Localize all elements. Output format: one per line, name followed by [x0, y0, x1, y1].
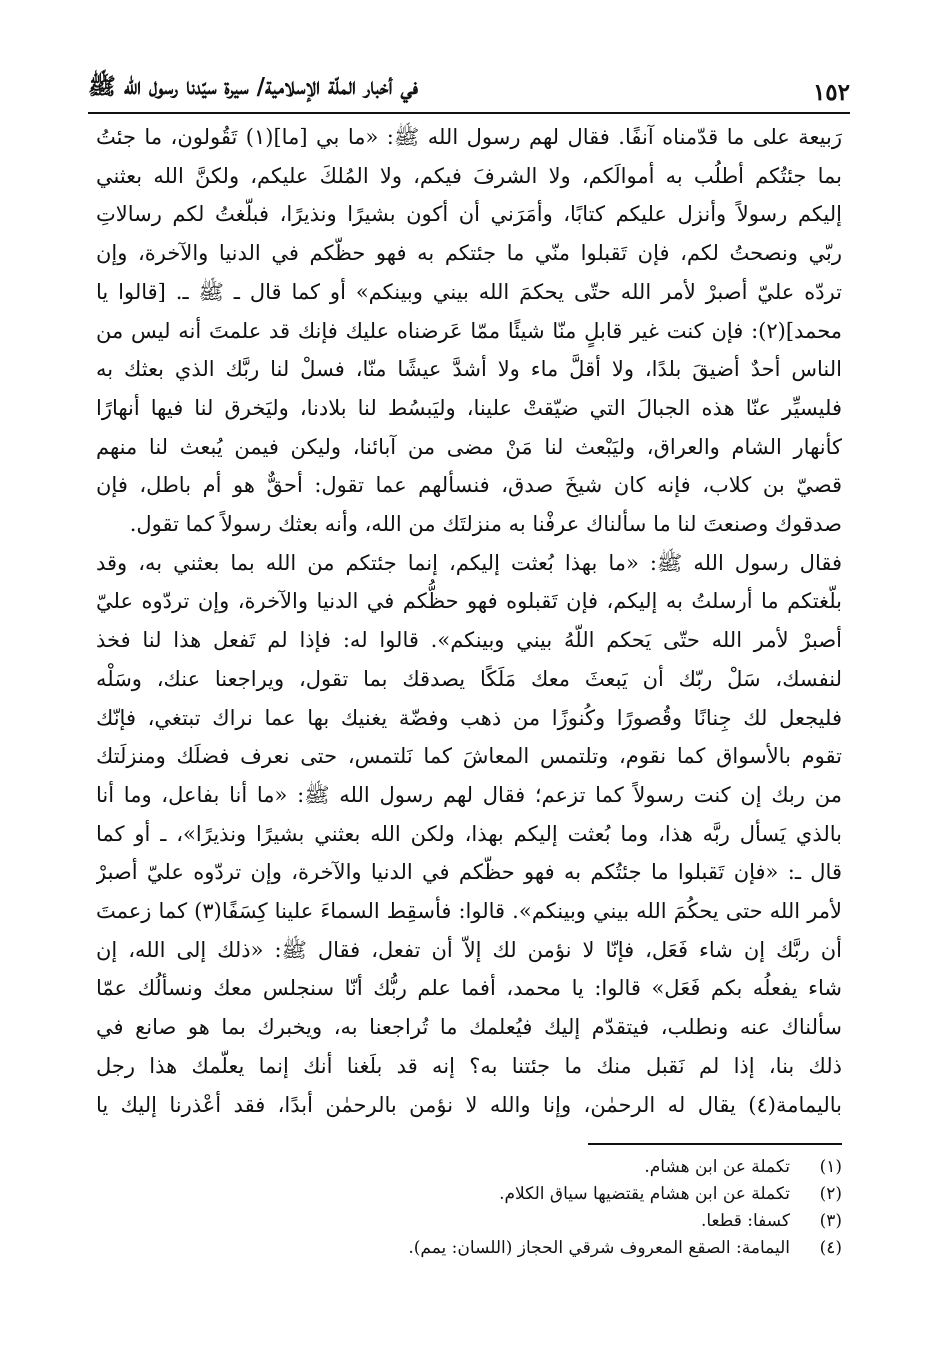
footnote [96, 1235, 842, 1262]
text-line: سألناك عنه ونطلب، فيتقدّم إليك فيُعلمك ما تُراجعنا به، ويخبرك بما هو صانع في [96, 1015, 842, 1040]
text-line: كأنهار الشام والعراق، وليَبْعث لنا مَنْ مضى من آبائنا، وليكن فيمن يُبعث لنا منهم [96, 434, 842, 459]
text-line: محمد](٢): فإن كنت غير قابلٍ منّا شيئًا ممّا عَرضناه عليك فإنك قد علمتَ أنه ليس من [96, 318, 842, 343]
text-line: إليكم رسولاً وأنزل عليكم كتابًا، وأمَرَني أن أكون بشيرًا ونذيرًا، فبلّغتُ لكم رسالاتِ [96, 202, 842, 227]
body-text [96, 118, 842, 1128]
footnote-text: اليمامة: الصقع المعروف شرقي الحجاز (اللسان: يمم). [408, 1238, 790, 1258]
footnotes [96, 1154, 842, 1262]
text-line: شاء يفعلُه بكم فَعَل» قالوا: يا محمد، أفما علم ربُّك أنّا سنجلس معك ونسألُك عمّا [96, 976, 842, 1001]
text-line: لنفسك، سَلْ ربّك أن يَبعثَ معك مَلَكًا يصدقك بما تقول، ويراجعنا عنك، وسَلْه [96, 666, 842, 691]
footnote-number: (٢) [819, 1184, 842, 1204]
running-header [88, 66, 850, 106]
text-line: أن ربَّك إن شاء فَعَل، فإنّا لا نؤمن لك إلاّ أن تفعل، فقال ﷺ: «ذلك إلى الله، إن [96, 937, 842, 962]
text-line: ذلك بنا، إذا لم نَقبل منك ما جئتنا به؟ إنه قد بلَغنا أنك إنما يعلّمك هذا رجل [96, 1053, 842, 1078]
text-line: فليجعل لك جِنانًا وقُصورًا وكُنوزًا من ذهب وفضّة يغنيك بها عما نراك تبتغي، فإنّك [96, 705, 842, 730]
running-title: في أخبار الملّة الإسلامية/ سيرة سيّدنا رسول الله ﷺ [88, 73, 418, 100]
text-line: تقوم بالأسواق كما نقوم، وتلتمس المعاشَ كما نَلتمس، حتى نعرف فضلَك ومنزلَتك [96, 744, 842, 769]
footnote-divider [588, 1143, 842, 1145]
footnote-text: تكملة عن ابن هشام. [644, 1157, 790, 1177]
footnote [96, 1208, 842, 1235]
text-line: بلّغتكم ما أرسلتُ به إليكم، فإن تَقبلوه فهو حظُّكم في الدنيا والآخرة، وإن تردّوه عليّ [96, 589, 842, 614]
text-line: رَبيعة على ما قدّمناه آنفًا. فقال لهم رسول الله ﷺ: «ما بي [ما](١) تَقُولون، ما جئتُ [96, 125, 842, 149]
footnote-number: (١) [819, 1157, 842, 1177]
text-line: فليسيِّر عنّا هذه الجبالَ التي ضيّقتْ علينا، وليَبسُط لنا بلادنا، وليَخرق لنا فيها أنهارًا [96, 395, 842, 420]
text-line: أصبرْ لأمر الله حتّى يَحكم اللّهُ بيني وبينكم». قالوا له: فإذا لم تَفعل هذا لنا فخذ [96, 628, 842, 653]
header-divider [88, 112, 850, 114]
text-line: بالذي يَسأل ربَّه هذا، وما بُعثت إليكم بهذا، ولكن الله بعثني بشيرًا ونذيرًا»، ـ أو كما [96, 821, 842, 846]
footnote-number: (٤) [819, 1238, 842, 1258]
footnote-text: تكملة عن ابن هشام يقتضيها سياق الكلام. [499, 1184, 790, 1204]
footnote-number: (٣) [819, 1211, 842, 1231]
footnote-text: كسفا: قطعا. [700, 1211, 790, 1231]
footnote [96, 1181, 842, 1208]
text-line: الناس أحدٌ أضيقَ بلدًا، ولا أقلَّ ماء ولا أشدَّ عيشًا منّا، فسلْ لنا ربَّك الذي بعثك به [96, 357, 842, 382]
page-number: ١٥٢ [812, 79, 850, 106]
text-line: صدقوك وصنعتَ لنا ما سألناك عرفْنا به منزلتَك من الله، وأنه بعثك رسولاً كما تقول. [129, 512, 842, 537]
text-line: باليمامة(٤) يقال له الرحمٰن، وإنا والله لا نؤمن بالرحمٰن أبدًا، فقد أعْذرنا إليك يا [96, 1092, 842, 1117]
text-line: لأمر الله حتى يحكُمَ الله بيني وبينكم». قالوا: فأسقِط السماءَ علينا كِسَفًا(٣) كما زعمتَ [96, 899, 842, 924]
text-line: قصيّ بن كلاب، فإنه كان شيخَ صدق، فنسألهم عما تقول: أحقٌّ هو أم باطل، فإن [96, 473, 842, 498]
text-line: من ربك إن كنت رسولاً كما تزعم؛ فقال لهم رسول الله ﷺ: «ما أنا بفاعل، وما أنا [96, 782, 842, 807]
text-line: تردّه عليّ أصبرْ لأمر الله حتّى يحكمَ الله بيني وبينكم» أو كما قال ـ ﷺ ـ. [قالوا يا [96, 279, 842, 304]
footnote [96, 1154, 842, 1181]
text-line: قال ـ: «فإن تَقبلوا ما جئتُكم به فهو حظّكم في الدنيا والآخرة، وإن تردّوه عليّ أصبرْ [96, 860, 842, 885]
text-line: بما جئتُكم أطلُب به أموالَكم، ولا الشرفَ فيكم، ولا المُلكَ عليكم، ولكنَّ الله بعثني [96, 163, 842, 188]
text-line: ربّي ونصحتُ لكم، فإن تَقبلوا منّي ما جئتكم به فهو حظّكم في الدنيا والآخرة، وإن [96, 241, 842, 266]
text-line: فقال رسول الله ﷺ: «ما بهذا بُعثت إليكم، إنما جئتكم من الله بما بعثني به، وقد [96, 550, 842, 575]
